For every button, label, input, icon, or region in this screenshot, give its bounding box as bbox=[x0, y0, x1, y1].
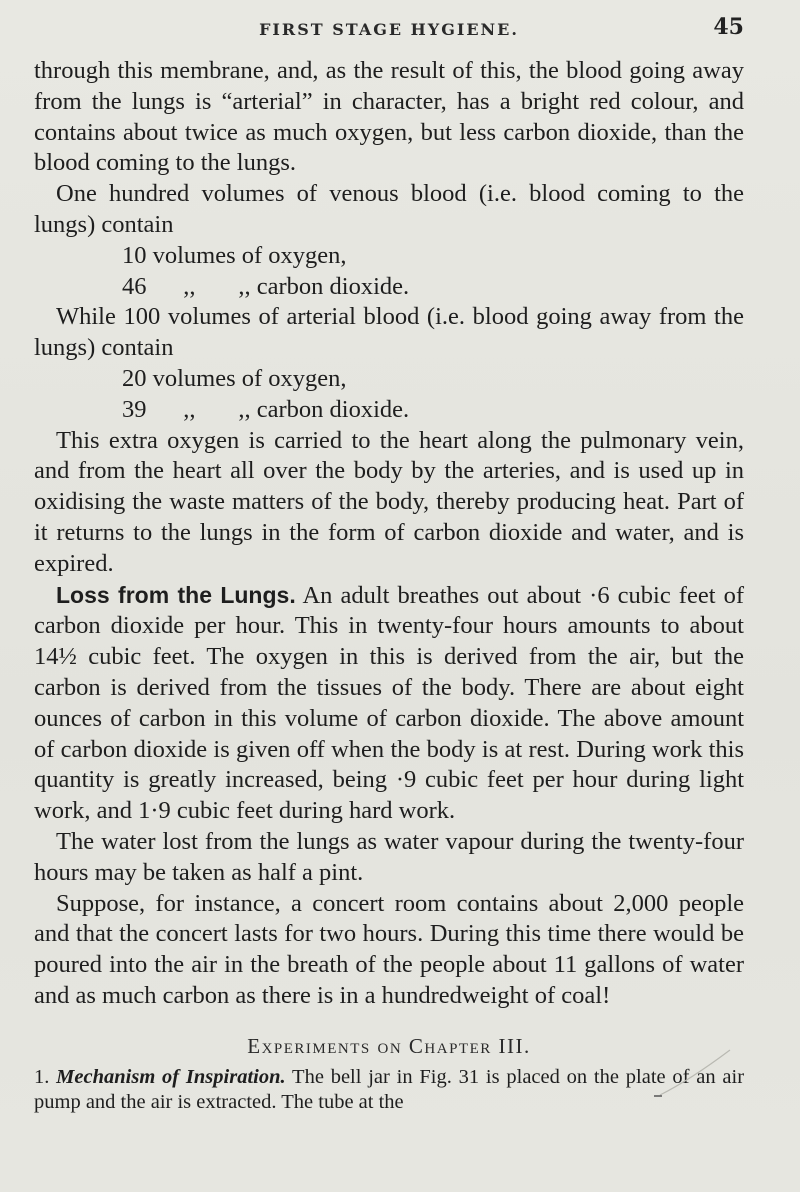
running-head bbox=[34, 14, 744, 44]
paragraph-extra-oxygen: This extra oxygen is carried to the heart along the pulmonary vein, and from the heart all over the body by the arteries, and is used up in oxidising the waste matters of the body, thereby producing heat. Part of it returns to the lungs in the form of carbon dioxide and water, and is expired. bbox=[34, 426, 744, 577]
paragraph-membrane: through this membrane, and, as the result of this, the blood going away from the lungs is “arterial” in character, has a bright red colour, and contains about twice as much oxygen, but less carbon dioxide, than the blood coming to the lungs. bbox=[34, 57, 744, 177]
page-number: 45 bbox=[713, 14, 744, 40]
experiment-text: The bell jar in Fig. 31 is placed on the plate of an air pump and the air is extracted. The tube at the bbox=[34, 1065, 745, 1113]
body-text bbox=[34, 56, 744, 1012]
experiment-number: 1. bbox=[34, 1065, 50, 1088]
running-title: FIRST STAGE HYGIENE. bbox=[259, 20, 519, 39]
paragraph-water-vapour: The water lost from the lungs as water vapour during the twenty-four hours may be taken as half a pint. bbox=[34, 827, 744, 886]
paragraph-arterial-intro: While 100 volumes of arterial blood (i.e. blood going away from the lungs) contain bbox=[34, 303, 744, 362]
section-heading: Experiments on Chapter III. bbox=[247, 1033, 531, 1058]
venous-carbon-dioxide-line: 46 ,, ,, carbon dioxide. bbox=[122, 272, 410, 300]
paragraph-concert-room: Suppose, for instance, a concert room contains about 2,000 people and that the concert lasts for two hours. During this time there would be poured into the air in the breath of the people about 11 gallons of water and as much carbon as there is in a hundredweight of coal! bbox=[34, 889, 744, 1009]
paragraph-lead-heading: Loss from the Lungs. bbox=[56, 581, 296, 608]
experiment-item-1 bbox=[34, 1065, 744, 1115]
arterial-oxygen-line: 20 volumes of oxygen, bbox=[122, 364, 347, 392]
paragraph-loss-text: An adult breathes out about ·6 cubic feet of carbon dioxide per hour. This in twenty-four hours amounts to about 14½ cubic feet. The oxygen in this is derived from the air, but the carbon is derived from the tissues of the body. There are about eight ounces of carbon in this volume of carbon dioxide. The above amount of carbon dioxide is given off when the body is at rest. During work this quantity is greatly increased, being ·9 cubic feet per hour during light work, and 1·9 cubic feet during hard work. bbox=[34, 581, 744, 825]
paragraph-loss-from-lungs bbox=[34, 580, 744, 827]
arterial-carbon-dioxide-line: 39 ,, ,, carbon dioxide. bbox=[122, 395, 410, 423]
venous-oxygen-line: 10 volumes of oxygen, bbox=[122, 241, 347, 269]
experiment-title: Mechanism of Inspiration. bbox=[56, 1065, 286, 1088]
paragraph-venous-intro: One hundred volumes of venous blood (i.e. blood coming to the lungs) contain bbox=[34, 180, 744, 238]
